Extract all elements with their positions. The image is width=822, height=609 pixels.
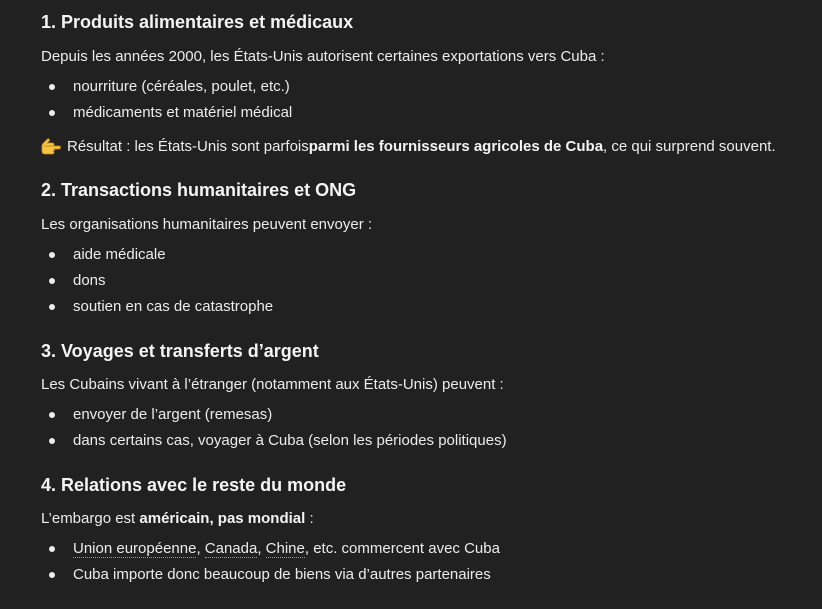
section-heading-travel-transfers: 3. Voyages et transferts d’argent [41,341,319,361]
result-line [41,136,776,158]
list-item: Cuba importe donc beaucoup de biens via d’autres partenaires [41,562,500,588]
link-separator: , [257,540,266,557]
result-suffix: , ce qui surprend souvent. [603,138,776,155]
result-bold: parmi les fournisseurs agricoles de Cuba [308,138,604,155]
list-item-suffix: , etc. commercent avec Cuba [304,540,500,557]
section-intro: Les Cubains vivant à l’étranger (notamment aux États-Unis) peuvent : [41,376,504,393]
link-separator: , [196,540,205,557]
link-union-europeenne[interactable]: Union européenne [73,540,197,557]
result-prefix: Résultat : les États-Unis sont parfois [67,138,309,155]
pointing-hand-icon [41,137,61,157]
section-intro: Les organisations humanitaires peuvent envoyer : [41,216,373,233]
section-heading-food-medical: 1. Produits alimentaires et médicaux [41,12,354,32]
link-canada[interactable]: Canada [204,540,258,557]
list-item: aide médicale [41,242,273,268]
intro-suffix: : [305,510,314,527]
section-intro [41,508,314,530]
link-chine[interactable]: Chine [265,540,305,557]
list-item: nourriture (céréales, poulet, etc.) [41,74,292,100]
intro-prefix: L’embargo est [41,510,140,527]
bullet-list [41,402,507,454]
section-intro: Depuis les années 2000, les États-Unis autorisent certaines exportations vers Cuba : [41,48,605,65]
bullet-list [41,74,292,126]
bullet-list [41,536,500,588]
list-item: médicaments et matériel médical [41,100,292,126]
list-item: dons [41,268,273,294]
section-heading-world-relations: 4. Relations avec le reste du monde [41,475,347,495]
list-item: envoyer de l’argent (remesas) [41,402,507,428]
list-item: dans certains cas, voyager à Cuba (selon les périodes politiques) [41,428,507,454]
list-item [41,536,500,562]
intro-bold: américain, pas mondial [139,510,306,527]
list-item: soutien en cas de catastrophe [41,294,273,320]
bullet-list [41,242,273,320]
section-heading-humanitarian: 2. Transactions humanitaires et ONG [41,180,357,200]
